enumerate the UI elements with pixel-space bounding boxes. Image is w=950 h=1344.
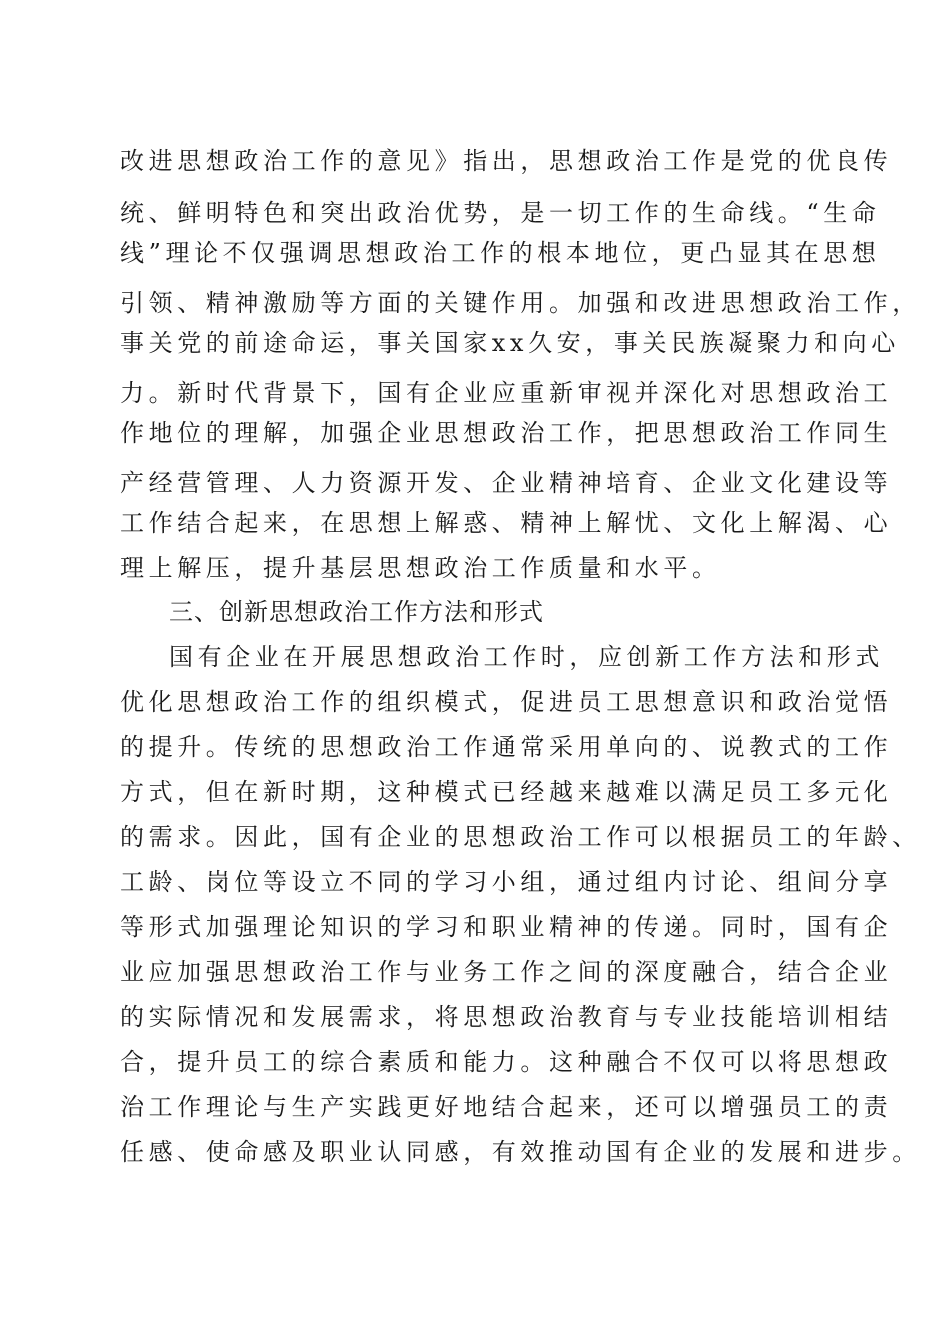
paragraph-line: 任感、使命感及职业认同感，有效推动国有企业的发展和进步。 xyxy=(120,1138,921,1166)
paragraph-line: 作地位的理解，加强企业思想政治工作，把思想政治工作同生 xyxy=(120,419,893,447)
paragraph-line: 治工作理论与生产实践更好地结合起来，还可以增强员工的责 xyxy=(120,1093,893,1121)
paragraph-line: 统、鲜明特色和突出政治优势，是一切工作的生命线。“生命 xyxy=(120,199,881,227)
paragraph-line: 工作结合起来，在思想上解惑、精神上解忧、文化上解渴、心 xyxy=(120,509,893,537)
paragraph-line: 合，提升员工的综合素质和能力。这种融合不仅可以将思想政 xyxy=(120,1048,893,1076)
paragraph-line: 产经营管理、人力资源开发、企业精神培育、企业文化建设等 xyxy=(120,469,893,497)
paragraph-line: 优化思想政治工作的组织模式，促进员工思想意识和政治觉悟 xyxy=(120,688,893,716)
paragraph-line: 等形式加强理论知识的学习和职业精神的传递。同时，国有企 xyxy=(120,913,893,941)
paragraph-line: 线”理论不仅强调思想政治工作的根本地位，更凸显其在思想 xyxy=(120,239,881,267)
paragraph-line: 业应加强思想政治工作与业务工作之间的深度融合，结合企业 xyxy=(120,958,893,986)
section-heading: 三、创新思想政治工作方法和形式 xyxy=(169,598,544,626)
paragraph-line: 引领、精神激励等方面的关键作用。加强和改进思想政治工作， xyxy=(120,289,921,317)
paragraph-line: 的需求。因此，国有企业的思想政治工作可以根据员工的年龄、 xyxy=(120,823,921,851)
paragraph-line: 的实际情况和发展需求，将思想政治教育与专业技能培训相结 xyxy=(120,1003,893,1031)
paragraph-line: 改进思想政治工作的意见》指出，思想政治工作是党的优良传 xyxy=(120,147,893,175)
paragraph-line: 国有企业在开展思想政治工作时，应创新工作方法和形式 xyxy=(169,643,884,671)
paragraph-line: 事关党的前途命运，事关国家xx久安，事关民族凝聚力和向心 xyxy=(120,329,900,357)
paragraph-line: 力。新时代背景下，国有企业应重新审视并深化对思想政治工 xyxy=(120,379,893,407)
paragraph-line: 的提升。传统的思想政治工作通常采用单向的、说教式的工作 xyxy=(120,733,893,761)
paragraph-line: 工龄、岗位等设立不同的学习小组，通过组内讨论、组间分享 xyxy=(120,868,893,896)
paragraph-line: 方式，但在新时期，这种模式已经越来越难以满足员工多元化 xyxy=(120,778,893,806)
paragraph-line: 理上解压，提升基层思想政治工作质量和水平。 xyxy=(120,554,721,582)
